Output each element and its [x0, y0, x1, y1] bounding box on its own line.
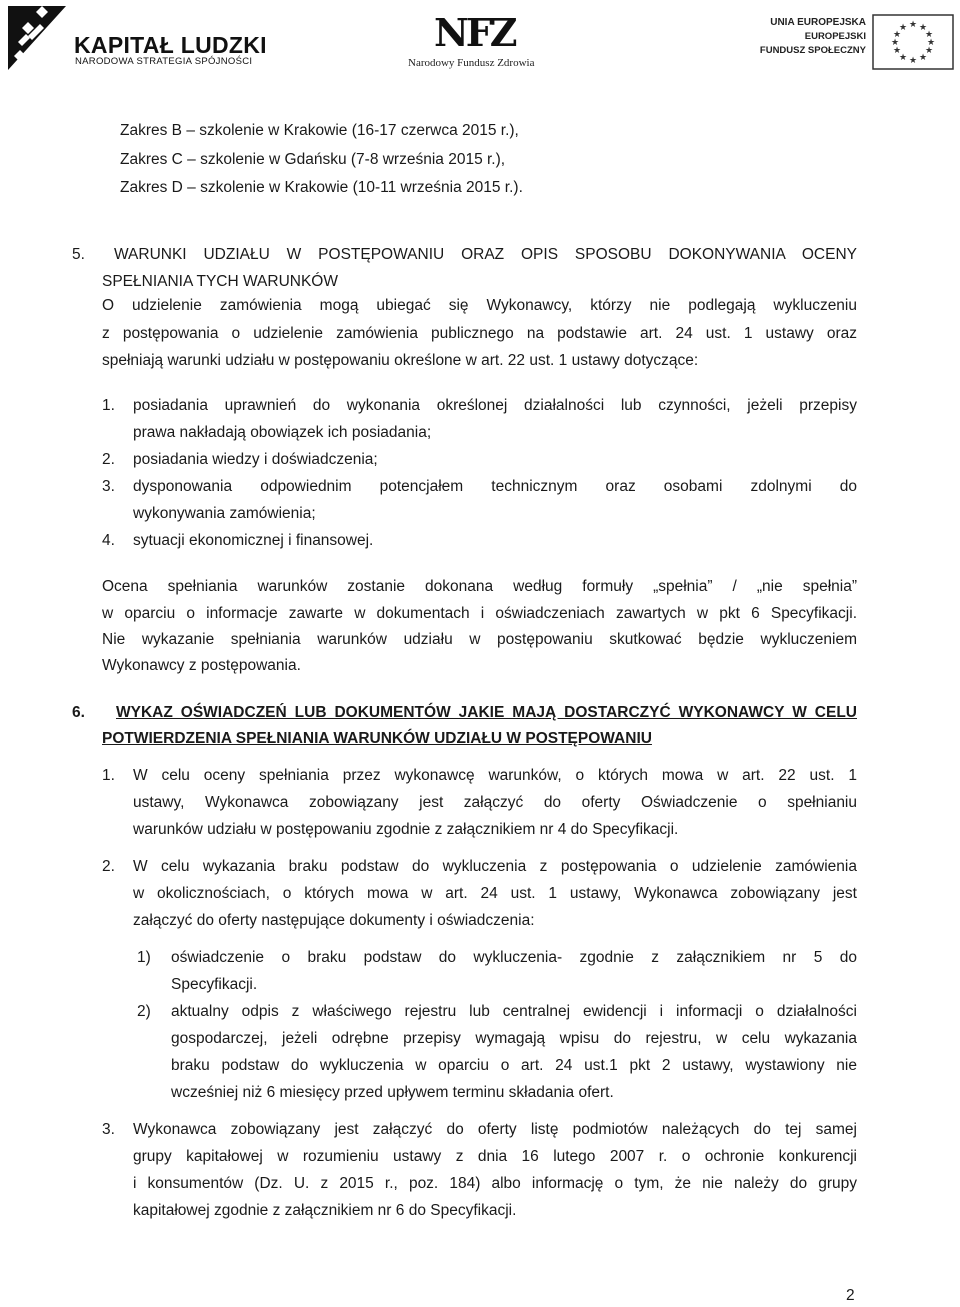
s6-item-2-line-1: W celu wykazania braku podstaw do wykluczenia z postępowania o udzielenie zamówienia	[133, 858, 857, 875]
ocena-line-4: Wykonawcy z postępowania.	[102, 657, 301, 674]
ocena-line-3: Nie wykazanie spełniania warunków udziału w postępowaniu skutkować będzie wykluczeniem	[102, 631, 857, 648]
svg-text:★: ★	[898, 53, 908, 63]
section-6-heading-line-1: WYKAZ OŚWIADCZEŃ LUB DOKUMENTÓW JAKIE MAJĄ DOSTARCZYĆ WYKONAWCY W CELU	[116, 704, 857, 721]
s6-item-3-line-3: i konsumentów (Dz. U. z 2015 r., poz. 184) albo informację o tym, że nie należy do grupy	[133, 1175, 857, 1192]
nfz-subtitle: Narodowy Fundusz Zdrowia	[408, 57, 535, 69]
s6-subitem-2-line-3: braku podstaw do wykluczenia w oparciu o art. 24 ust.1 pkt 2 ustawy, wystawiony nie	[171, 1057, 857, 1074]
s6-item-3-line-1: Wykonawca zobowiązany jest załączyć do oferty listę podmiotów należących do tej samej	[133, 1121, 857, 1138]
s6-item-2-number: 2.	[102, 858, 115, 875]
eu-line-3: FUNDUSZ SPOŁECZNY	[759, 45, 866, 56]
s5-item-1-line-1: posiadania uprawnień do wykonania określonej działalności lub czynności, jeżeli przepisy	[133, 397, 857, 414]
svg-text:★: ★	[908, 56, 918, 66]
s5-item-2-number: 2.	[102, 451, 115, 468]
s6-item-2-line-2: w okolicznościach, o których mowa w art. 24 ust. 1 ustawy, Wykonawca zobowiązany jest	[133, 885, 857, 902]
s5-item-4-line-1: sytuacji ekonomicznej i finansowej.	[133, 532, 374, 549]
s5-item-3-line-2: wykonywania zamówienia;	[133, 505, 316, 522]
s6-item-1-line-3: warunków udziału w postępowaniu zgodnie z załącznikiem nr 4 do Specyfikacji.	[133, 821, 679, 838]
section-5-para-line-1: O udzielenie zamówienia mogą ubiegać się Wykonawcy, którzy nie podlegają wykluczeniu	[102, 297, 857, 314]
s5-item-3-line-1: dysponowania odpowiednim potencjałem technicznym oraz osobami zdolnymi do	[133, 478, 857, 495]
s5-item-2-line-1: posiadania wiedzy i doświadczenia;	[133, 451, 378, 468]
s6-item-2-line-3: załączyć do oferty następujące dokumenty i oświadczenia:	[133, 912, 535, 929]
s6-item-1-line-2: ustawy, Wykonawca zobowiązany jest załączyć do oferty Oświadczenie o spełnianiu	[133, 794, 857, 811]
s6-subitem-1-line-2: Specyfikacji.	[171, 976, 258, 993]
s6-item-3-number: 3.	[102, 1121, 115, 1138]
s6-subitem-1-line-1: oświadczenie o braku podstaw do wykluczenia- zgodnie z załącznikiem nr 5 do	[171, 949, 857, 966]
s6-item-1-line-1: W celu oceny spełniania przez wykonawcę warunków, o których mowa w art. 22 ust. 1	[133, 767, 857, 784]
svg-text:★: ★	[892, 30, 902, 40]
svg-text:★: ★	[892, 46, 902, 56]
eu-line-1: UNIA EUROPEJSKA	[770, 17, 866, 28]
section-5-para-line-3: spełniają warunki udziału w postępowaniu określone w art. 22 ust. 1 ustawy dotyczące:	[102, 352, 699, 369]
svg-text:★: ★	[926, 38, 936, 48]
intro-line-b: Zakres B – szkolenie w Krakowie (16-17 czerwca 2015 r.),	[120, 122, 519, 139]
kapital-ludzki-emblem-icon	[8, 6, 66, 70]
eu-logo-text	[760, 16, 866, 58]
svg-text:★: ★	[924, 30, 934, 40]
intro-line-c: Zakres C – szkolenie w Gdańsku (7-8 września 2015 r.),	[120, 151, 506, 168]
section-6-heading-line-2: POTWIERDZENIA SPEŁNIANIA WARUNKÓW UDZIAŁU W POSTĘPOWANIU	[102, 730, 652, 747]
page-number: 2	[846, 1287, 855, 1304]
kapital-ludzki-title: KAPITAŁ LUDZKI	[74, 32, 267, 58]
section-5-heading-line-2: SPEŁNIANIA TYCH WARUNKÓW	[102, 273, 338, 290]
s6-item-3-line-2: grupy kapitałowej w rozumieniu ustawy z dnia 16 lutego 2007 r. o ochronie konkurencji	[133, 1148, 857, 1165]
eu-line-2: EUROPEJSKI	[804, 31, 866, 42]
section-5-para-line-2: z postępowania o udzielenie zamówienia publicznego na podstawie art. 24 ust. 1 ustawy oraz	[102, 325, 857, 342]
eu-logo	[759, 14, 954, 70]
s6-subitem-1-number: 1)	[137, 949, 151, 966]
s6-subitem-2-line-1: aktualny odpis z właściwego rejestru lub centralnej ewidencji i informacji o działalności	[171, 1003, 857, 1020]
intro-line-d: Zakres D – szkolenie w Krakowie (10-11 września 2015 r.).	[120, 179, 523, 196]
kapital-ludzki-logo	[8, 6, 268, 70]
s5-item-1-line-2: prawa nakładają obowiązek ich posiadania;	[133, 424, 432, 441]
s6-subitem-2-line-4: wcześniej niż 6 miesięcy przed upływem terminu składania ofert.	[171, 1084, 614, 1101]
ocena-line-2: w oparciu o informacje zawarte w dokumentach i oświadczeniach zawartych w pkt 6 Specyfikacji.	[102, 605, 857, 622]
s6-subitem-2-number: 2)	[137, 1003, 151, 1020]
svg-text:★: ★	[898, 23, 908, 33]
svg-text:★: ★	[908, 20, 918, 30]
svg-text:★: ★	[918, 53, 928, 63]
kapital-ludzki-subtitle: NARODOWA STRATEGIA SPÓJNOŚCI	[75, 56, 253, 67]
svg-text:★: ★	[890, 38, 900, 48]
section-5-heading-line-1: WARUNKI UDZIAŁU W POSTĘPOWANIU ORAZ OPIS SPOSOBU DOKONYWANIA OCENY	[114, 246, 857, 263]
s5-item-3-number: 3.	[102, 478, 115, 495]
section-6-number: 6.	[72, 704, 85, 721]
s6-subitem-2-line-2: gospodarczej, jeżeli odrębne przepisy wymagają wpisu do rejestru, w celu wykazania	[171, 1030, 857, 1047]
nfz-wordmark: NFZ	[434, 10, 515, 55]
eu-flag-icon	[872, 14, 954, 70]
s5-item-1-number: 1.	[102, 397, 115, 414]
s6-item-1-number: 1.	[102, 767, 115, 784]
section-5-number: 5.	[72, 246, 85, 263]
ocena-line-1: Ocena spełniania warunków zostanie dokonana według formuły „spełnia” / „nie spełnia”	[102, 578, 857, 595]
page-header	[0, 0, 960, 80]
s6-item-3-line-4: kapitałowej zgodnie z załącznikiem nr 6 do Specyfikacji.	[133, 1202, 517, 1219]
svg-text:★: ★	[924, 46, 934, 56]
svg-text:★: ★	[918, 23, 928, 33]
nfz-logo	[400, 8, 560, 72]
s5-item-4-number: 4.	[102, 532, 115, 549]
